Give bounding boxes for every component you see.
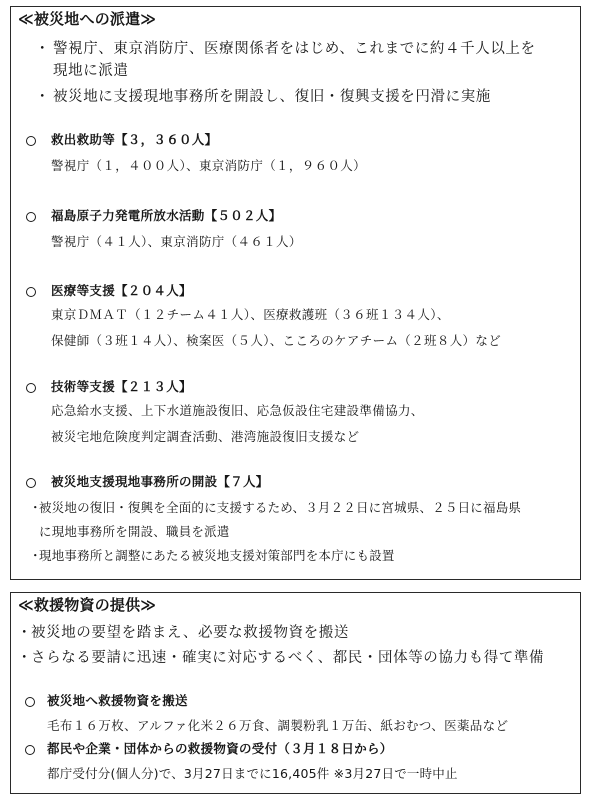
section-technical-title: 技術等支援【２１３人】	[51, 379, 192, 394]
dispatch-bullet-1-line-2: 現地に派遣	[53, 63, 129, 79]
supplies-bullet-2-mark: ・	[17, 650, 33, 666]
section-rescue-title: 救出救助等【３，３６０人】	[51, 132, 218, 147]
dispatch-panel	[10, 6, 581, 580]
supplies-heading: ≪救援物資の提供≫	[18, 596, 157, 614]
section-medical-title: 医療等支援【２０４人】	[51, 283, 192, 298]
section-rescue-detail: 警視庁（１，４００人）、東京消防庁（１，９６０人）	[51, 158, 367, 173]
section-office-title: 被災地支援現地事務所の開設【７人】	[51, 474, 269, 489]
section-reception-detail: 都庁受付分(個人分)で、3月27日までに16,405件 ※3月27日で一時中止	[47, 766, 458, 781]
office-note-1-line-2: に現地事務所を開設、職員を派遣	[39, 524, 230, 539]
supplies-bullet-2-text: さらなる要請に迅速・確実に対応するべく、都民・団体等の協力も得て準備	[31, 650, 545, 666]
circle-bullet-icon	[26, 478, 36, 488]
supplies-panel	[10, 592, 581, 794]
section-medical-detail-2: 保健師（３班１４人）、検案医（５人）、こころのケアチーム（２班８人）など	[51, 333, 502, 348]
office-note-1-line-1: 被災地の復旧・復興を全面的に支援するため、３月２２日に宮城県、２５日に福島県	[39, 500, 522, 515]
office-note-1-mark: ・	[29, 500, 42, 515]
section-fukushima-detail: 警視庁（４１人）、東京消防庁（４６１人）	[51, 234, 302, 249]
dispatch-bullet-1-mark: ・	[35, 41, 51, 57]
section-transport-title: 被災地へ救援物資を搬送	[47, 693, 188, 708]
supplies-bullet-1-mark: ・	[17, 625, 33, 641]
supplies-bullet-1-text: 被災地の要望を踏まえ、必要な救援物資を搬送	[31, 625, 349, 641]
office-note-2-line-1: 現地事務所と調整にあたる被災地支援対策部門を本庁にも設置	[39, 548, 395, 563]
circle-bullet-icon	[25, 697, 35, 707]
section-fukushima-title: 福島原子力発電所放水活動【５０２人】	[51, 208, 282, 223]
dispatch-heading: ≪被災地への派遣≫	[18, 10, 157, 28]
dispatch-bullet-2-mark: ・	[35, 89, 51, 105]
dispatch-bullet-2-line-1: 被災地に支援現地事務所を開設し、復旧・復興支援を円滑に実施	[53, 89, 491, 105]
section-transport-detail: 毛布１６万枚、アルファ化米２６万食、調製粉乳１万缶、紙おむつ、医薬品など	[47, 718, 509, 733]
section-technical-detail-1: 応急給水支援、上下水道施設復旧、応急仮設住宅建設準備協力、	[51, 403, 424, 418]
circle-bullet-icon	[26, 212, 36, 222]
circle-bullet-icon	[26, 287, 36, 297]
section-medical-detail-1: 東京ＤＭＡＴ（１２チーム４１人）、医療救護班（３６班１３４人）、	[51, 307, 450, 322]
office-note-2-mark: ・	[29, 548, 42, 563]
circle-bullet-icon	[25, 745, 35, 755]
section-technical-detail-2: 被災宅地危険度判定調査活動、港湾施設復旧支援など	[51, 429, 360, 444]
circle-bullet-icon	[26, 136, 36, 146]
dispatch-bullet-1-line-1: 警視庁、東京消防庁、医療関係者をはじめ、これまでに約４千人以上を	[53, 41, 536, 57]
section-reception-title: 都民や企業・団体からの救援物資の受付（３月１８日から）	[47, 741, 393, 756]
circle-bullet-icon	[26, 383, 36, 393]
